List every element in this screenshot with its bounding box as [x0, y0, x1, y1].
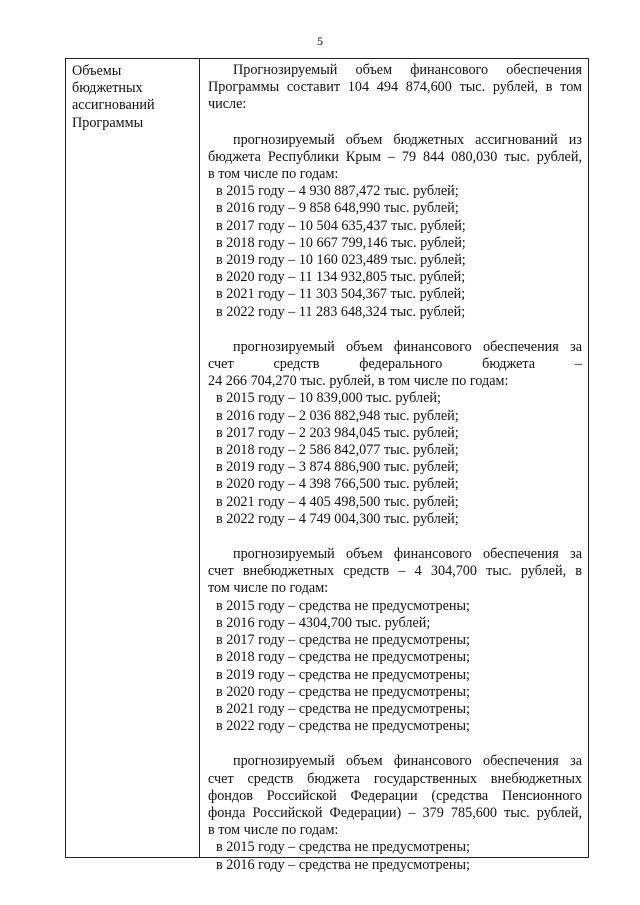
paragraph-line: счет средств федерального бюджета – — [208, 356, 582, 373]
year-amount-item: в 2018 году – 2 586 842,077 тыс. рублей; — [216, 442, 459, 459]
row-label-line: бюджетных — [72, 80, 143, 97]
row-label-line: ассигнований — [72, 97, 155, 114]
paragraph-line: прогнозируемый объем финансового обеспечения за — [233, 338, 582, 355]
year-amount-item: в 2016 году – 9 858 648,990 тыс. рублей; — [216, 200, 459, 217]
paragraph-line: 24 266 704,270 тыс. рублей, в том числе по годам: — [208, 373, 509, 390]
year-amount-item: в 2017 году – 2 203 984,045 тыс. рублей; — [216, 424, 459, 441]
year-amount-item: в 2021 году – 4 405 498,500 тыс. рублей; — [216, 493, 459, 510]
year-amount-item: в 2016 году – 2 036 882,948 тыс. рублей; — [216, 407, 459, 424]
paragraph-line: фондов Российской Федерации (средства Пенсионного — [208, 787, 582, 804]
year-amount-item: в 2015 году – 4 930 887,472 тыс. рублей; — [216, 183, 459, 200]
row-label-text — [66, 59, 199, 136]
paragraph-line: числе: — [208, 96, 247, 113]
year-amount-item: в 2019 году – 3 874 886,900 тыс. рублей; — [216, 459, 459, 476]
program-budget-table — [65, 58, 589, 873]
paragraph-line: Программы составит 104 494 874,600 тыс. рублей, в том — [208, 79, 582, 96]
paragraph-line: счет средств бюджета государственных внебюджетных — [208, 770, 582, 787]
year-amount-item: в 2019 году – средства не предусмотрены; — [216, 666, 470, 683]
row-label-line: Объемы — [72, 63, 122, 79]
year-amount-item: в 2017 году – 10 504 635,437 тыс. рублей; — [216, 217, 466, 234]
year-amount-item: в 2020 году – средства не предусмотрены; — [216, 683, 470, 700]
year-amount-item: в 2022 году – средства не предусмотрены; — [216, 718, 470, 735]
paragraph-line: прогнозируемый объем финансового обеспечения за — [233, 546, 582, 563]
year-amount-item: в 2021 году – 11 303 504,367 тыс. рублей; — [216, 286, 466, 303]
paragraph-line: Прогнозируемый объем финансового обеспечения — [233, 62, 582, 78]
year-amount-item: в 2018 году – средства не предусмотрены; — [216, 649, 470, 666]
funding-paragraph — [208, 546, 582, 735]
paragraph-line: фонда Российской Федерации) – 379 785,600 тыс. рублей, — [208, 804, 582, 821]
year-amount-item: в 2022 году – 11 283 648,324 тыс. рублей; — [216, 303, 466, 320]
paragraph-line: бюджета Республики Крым – 79 844 080,030 тыс. рублей, — [208, 148, 582, 165]
year-amount-item: в 2015 году – средства не предусмотрены; — [216, 839, 470, 856]
funding-paragraph — [208, 132, 582, 321]
year-amount-item: в 2015 году – средства не предусмотрены; — [216, 597, 470, 614]
paragraph-line: в том числе по годам: — [208, 822, 339, 839]
year-amount-item: в 2016 году – средства не предусмотрены; — [216, 856, 470, 873]
paragraph-line: счет внебюджетных средств – 4 304,700 тыс. рублей, в — [208, 563, 582, 580]
funding-paragraph — [208, 753, 582, 873]
row-label-cell — [66, 59, 200, 857]
row-content-cell — [200, 59, 588, 873]
paragraph-line: том числе по годам: — [208, 580, 329, 597]
paragraph-line: в том числе по годам: — [208, 166, 339, 183]
year-amount-item: в 2016 году – 4304,700 тыс. рублей; — [216, 614, 431, 631]
year-amount-item: в 2018 году – 10 667 799,146 тыс. рублей; — [216, 234, 466, 251]
funding-paragraph — [208, 339, 582, 528]
year-amount-item: в 2015 году – 10 839,000 тыс. рублей; — [216, 390, 441, 407]
paragraph-line: прогнозируемый объем финансового обеспечения за — [233, 753, 582, 770]
year-amount-item: в 2020 году – 4 398 766,500 тыс. рублей; — [216, 476, 459, 493]
row-label-line: Программы — [72, 114, 144, 131]
year-amount-item: в 2021 году – средства не предусмотрены; — [216, 700, 470, 717]
page-number: 5 — [317, 34, 323, 48]
year-amount-item: в 2019 году – 10 160 023,489 тыс. рублей; — [216, 252, 466, 269]
year-amount-item: в 2017 году – средства не предусмотрены; — [216, 632, 470, 649]
funding-paragraph — [208, 62, 582, 114]
year-amount-item: в 2022 году – 4 749 004,300 тыс. рублей; — [216, 510, 459, 527]
paragraph-line: прогнозируемый объем бюджетных ассигнований из — [233, 131, 582, 148]
year-amount-item: в 2020 году – 11 134 932,805 тыс. рублей; — [216, 269, 466, 286]
